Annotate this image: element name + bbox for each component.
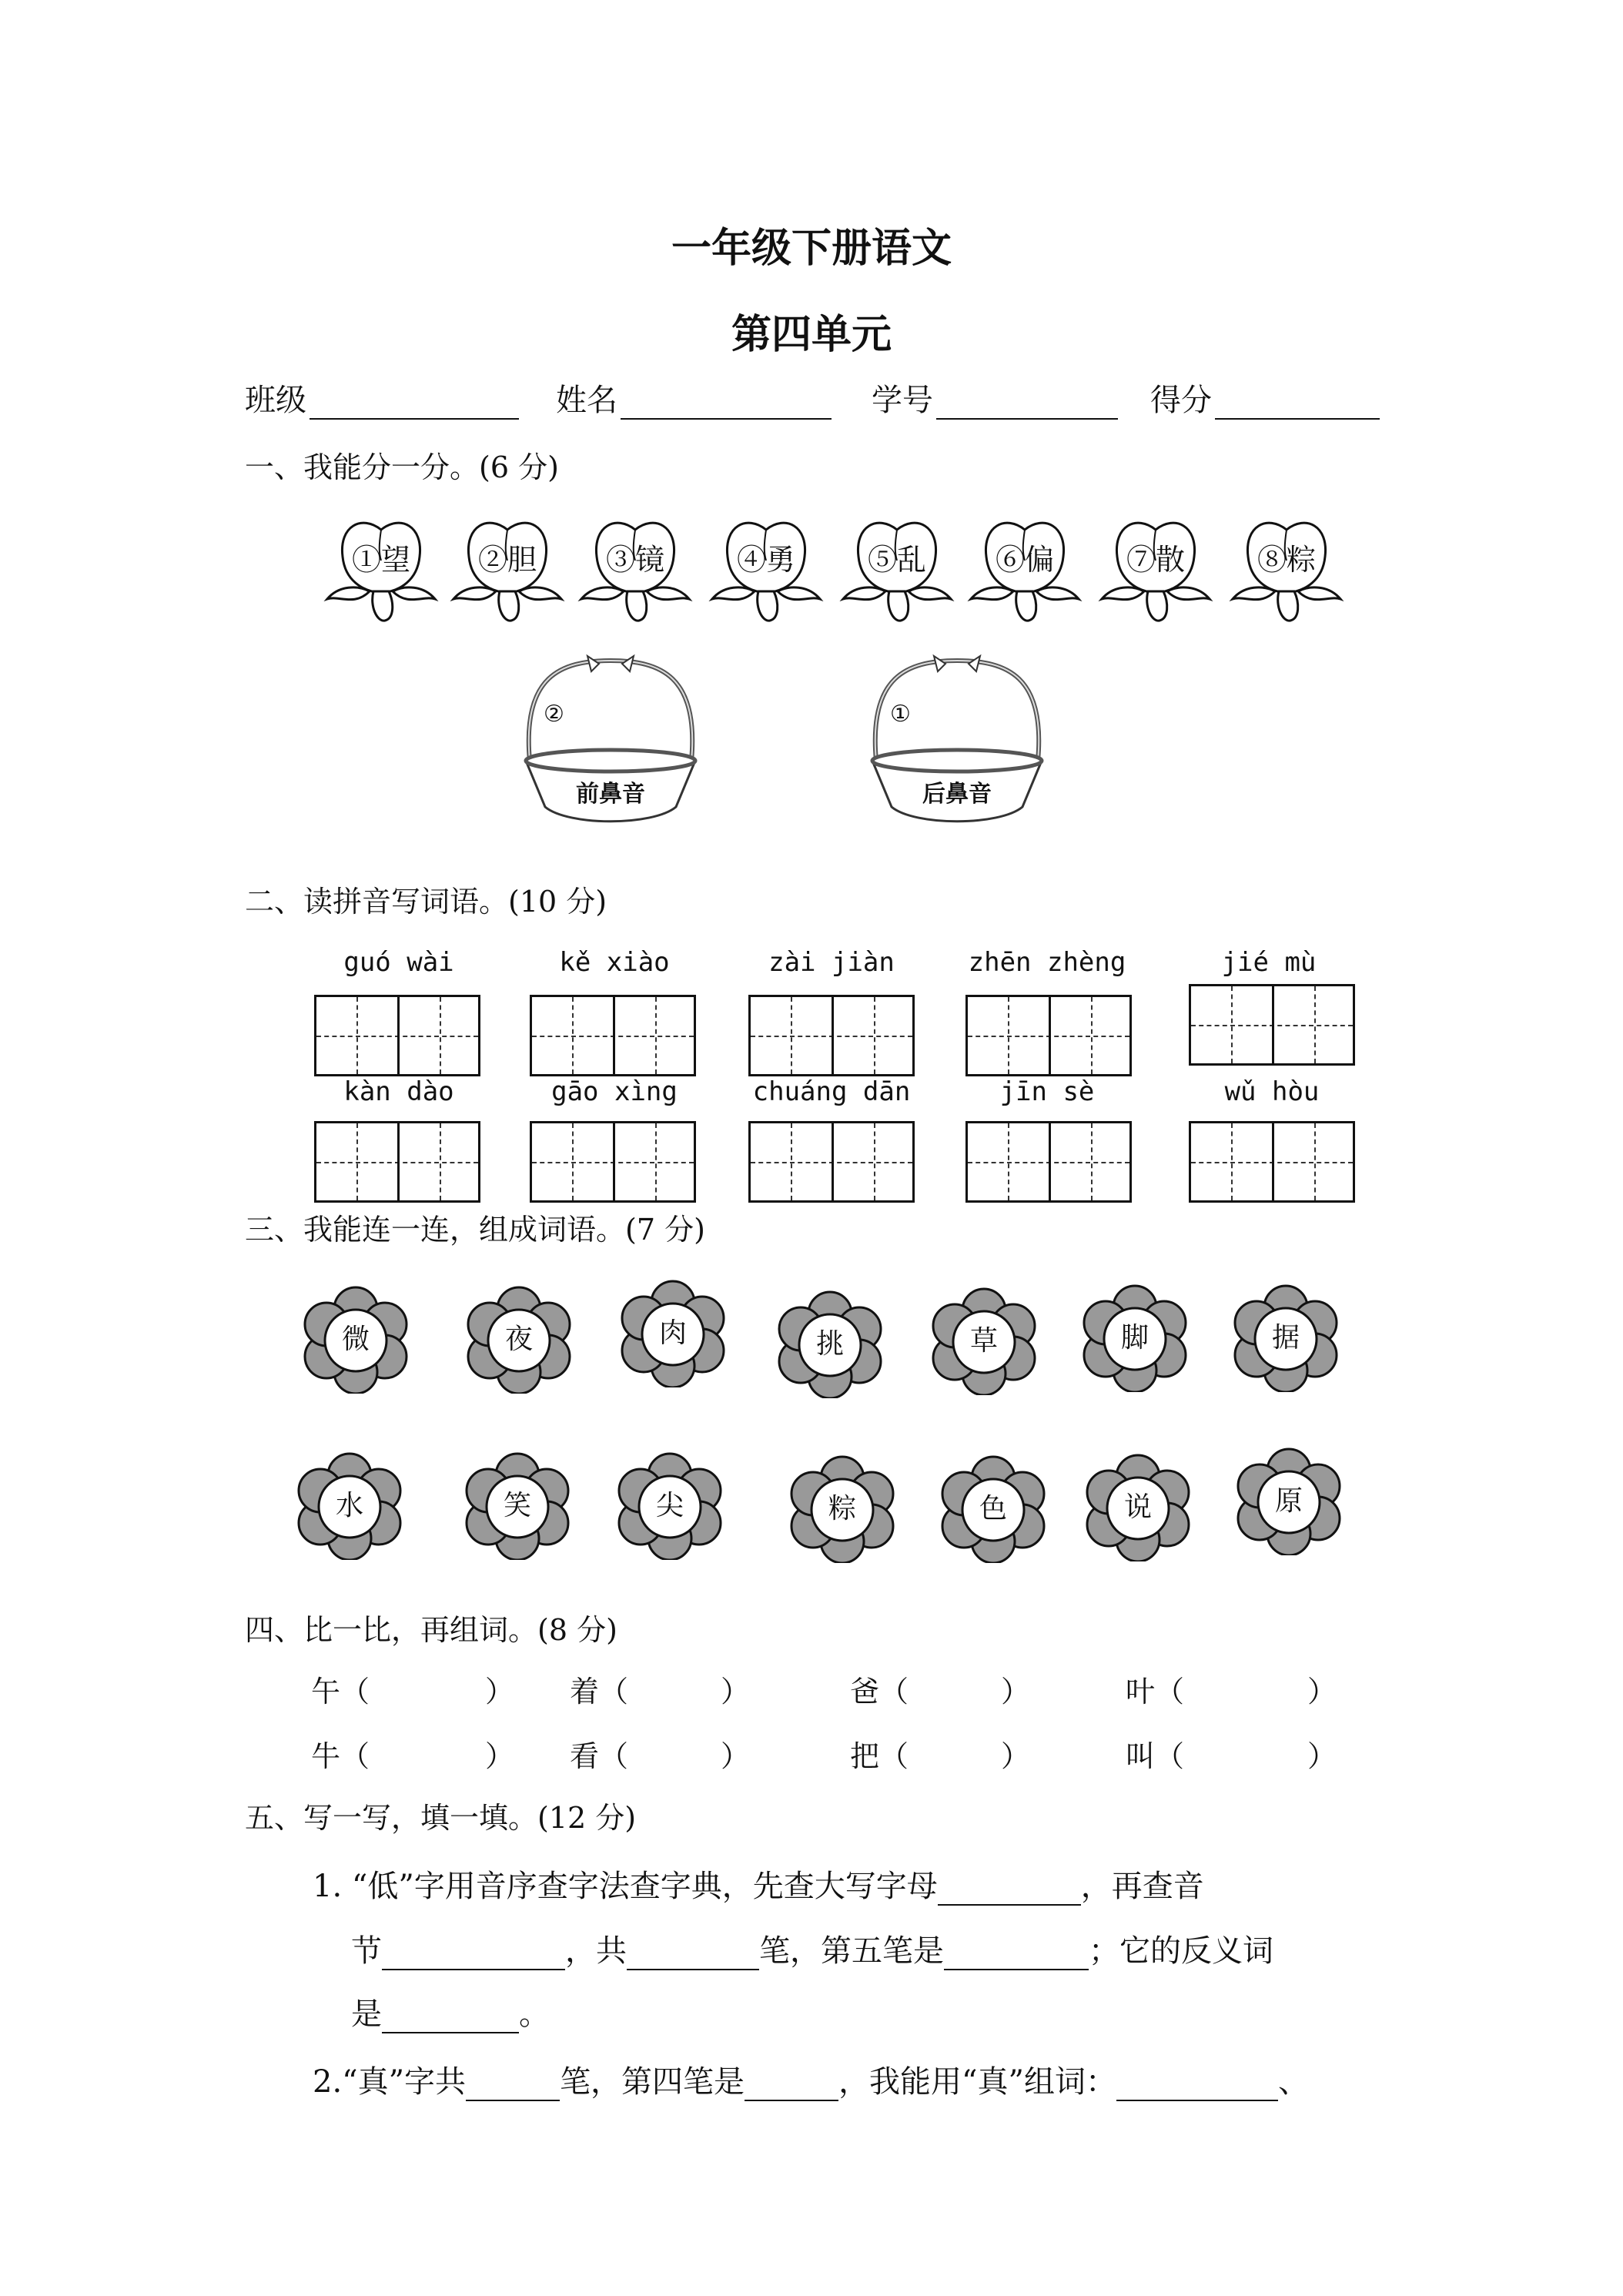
score-field xyxy=(1150,376,1380,420)
compare-close: ） xyxy=(485,1675,515,1709)
flower-label: 挑 xyxy=(815,1328,844,1360)
compare-char: 叶（ xyxy=(1126,1675,1185,1709)
flower-bottom[interactable] xyxy=(939,1455,1047,1563)
name-field xyxy=(556,376,832,420)
question-text: 、 xyxy=(1277,2064,1309,2100)
name-blank[interactable] xyxy=(621,387,832,420)
pinyin-label: kàn dào xyxy=(343,1076,454,1107)
compare-item[interactable] xyxy=(1126,1668,1337,1710)
flower-bottom[interactable] xyxy=(296,1452,403,1560)
flower-label: 粽 xyxy=(828,1493,856,1525)
compare-close: ） xyxy=(1307,1739,1337,1773)
compare-item[interactable] xyxy=(570,1732,750,1775)
peach-card[interactable] xyxy=(1098,514,1213,630)
tianzige-box[interactable] xyxy=(314,995,480,1076)
flower-label: 说 xyxy=(1123,1491,1152,1523)
peach-card[interactable] xyxy=(577,514,693,630)
answer-blank[interactable] xyxy=(466,2066,560,2101)
basket-number: ① xyxy=(890,701,911,728)
pinyin-label: zhēn zhèng xyxy=(968,947,1126,978)
answer-blank[interactable] xyxy=(382,1998,519,2033)
basket-back-nasal[interactable] xyxy=(861,653,1053,830)
peach-label: ②胆 xyxy=(477,543,537,577)
peach-label: ⑦散 xyxy=(1126,543,1185,577)
compare-char: 牛（ xyxy=(311,1739,370,1773)
peach-card[interactable] xyxy=(839,514,955,630)
compare-char: 看（ xyxy=(570,1739,629,1773)
flower-bottom[interactable] xyxy=(1235,1448,1343,1555)
compare-close: ） xyxy=(1001,1675,1031,1709)
flower-label: 脚 xyxy=(1120,1322,1149,1354)
tianzige-box[interactable] xyxy=(314,1121,480,1203)
peach-label: ④勇 xyxy=(736,543,795,577)
question-text: 笔，第四笔是 xyxy=(560,2064,745,2100)
basket-label: 后鼻音 xyxy=(922,781,992,808)
question-1-line-1 xyxy=(313,1862,1204,1906)
peach-card[interactable] xyxy=(450,514,565,630)
pinyin-label: zài jiàn xyxy=(768,947,895,978)
flower-bottom[interactable] xyxy=(1084,1454,1192,1561)
compare-item[interactable] xyxy=(1126,1732,1337,1775)
flower-top[interactable] xyxy=(465,1286,573,1394)
basket-number: ② xyxy=(544,701,564,728)
page-subtitle: 第四单元 xyxy=(731,311,892,358)
flower-top[interactable] xyxy=(930,1287,1038,1395)
flower-bottom[interactable] xyxy=(463,1452,571,1560)
question-text: 。 xyxy=(519,1996,550,2032)
tianzige-box[interactable] xyxy=(965,1121,1132,1203)
compare-char: 着（ xyxy=(570,1675,629,1709)
tianzige-box[interactable] xyxy=(1189,984,1355,1066)
answer-blank[interactable] xyxy=(938,1870,1081,1906)
pinyin-label: gāo xìng xyxy=(551,1076,678,1107)
question-text: ；它的反义词 xyxy=(1089,1933,1273,1969)
compare-close: ） xyxy=(721,1675,751,1709)
tianzige-box[interactable] xyxy=(530,995,696,1076)
section1-heading: 一、我能分一分。(6 分) xyxy=(245,450,559,484)
tianzige-box[interactable] xyxy=(530,1121,696,1203)
question-text: 节 xyxy=(351,1933,382,1969)
peach-card[interactable] xyxy=(967,514,1083,630)
score-blank[interactable] xyxy=(1215,387,1380,420)
flower-top[interactable] xyxy=(1081,1284,1189,1392)
compare-char: 爸（ xyxy=(850,1675,909,1709)
tianzige-box[interactable] xyxy=(1189,1121,1355,1203)
question-text: 笔，第五笔是 xyxy=(759,1933,944,1969)
tianzige-box[interactable] xyxy=(748,995,915,1076)
page-title: 一年级下册语文 xyxy=(671,225,952,272)
pinyin-label: jié mù xyxy=(1221,947,1317,978)
peach-card[interactable] xyxy=(1229,514,1344,630)
question-text: ，共 xyxy=(565,1933,627,1969)
flower-bottom[interactable] xyxy=(616,1452,724,1560)
compare-char: 午（ xyxy=(311,1675,370,1709)
question-text: ，我能用“真”组词： xyxy=(838,2064,1116,2100)
class-blank[interactable] xyxy=(310,387,519,420)
question-1-line-3 xyxy=(351,1990,550,2033)
peach-card[interactable] xyxy=(708,514,824,630)
pinyin-label: guó wài xyxy=(343,947,454,978)
peach-card[interactable] xyxy=(323,514,439,630)
class-label: 班级 xyxy=(245,383,306,418)
flower-bottom[interactable] xyxy=(788,1455,896,1563)
pinyin-label: wǔ hòu xyxy=(1224,1076,1320,1107)
peach-label: ⑥偏 xyxy=(995,543,1054,577)
pinyin-label: chuáng dān xyxy=(752,1076,911,1107)
compare-item[interactable] xyxy=(311,1732,514,1775)
compare-item[interactable] xyxy=(311,1668,514,1710)
answer-blank[interactable] xyxy=(944,1935,1089,1970)
compare-char: 把（ xyxy=(850,1739,909,1773)
compare-item[interactable] xyxy=(850,1732,1030,1775)
compare-close: ） xyxy=(1001,1739,1031,1773)
pinyin-label: jīn sè xyxy=(999,1076,1095,1107)
compare-close: ） xyxy=(1307,1675,1337,1709)
compare-close: ） xyxy=(721,1739,751,1773)
flower-label: 尖 xyxy=(655,1490,684,1521)
flower-label: 色 xyxy=(979,1493,1007,1525)
section5-heading: 五、写一写，填一填。(12 分) xyxy=(245,1801,637,1835)
answer-blank[interactable] xyxy=(627,1935,759,1970)
question-2-line-1 xyxy=(313,2057,1309,2101)
question-text: 1. “低”字用音序查字法查字典，先查大写字母 xyxy=(313,1869,938,1904)
section4-heading: 四、比一比，再组词。(8 分) xyxy=(245,1613,617,1647)
flower-label: 微 xyxy=(341,1324,370,1355)
class-field xyxy=(245,376,519,420)
flower-top[interactable] xyxy=(302,1286,410,1394)
flower-top[interactable] xyxy=(1232,1284,1340,1392)
question-text: 是 xyxy=(351,1996,382,2032)
flower-label: 据 xyxy=(1271,1322,1300,1354)
flower-label: 水 xyxy=(335,1490,363,1521)
flower-label: 夜 xyxy=(504,1324,533,1355)
id-blank[interactable] xyxy=(936,387,1118,420)
peach-label: ⑧粽 xyxy=(1257,543,1316,577)
peach-label: ①望 xyxy=(351,543,410,577)
flower-label: 原 xyxy=(1274,1485,1303,1517)
pinyin-label: kě xiào xyxy=(559,947,670,978)
section3-heading: 三、我能连一连，组成词语。(7 分) xyxy=(245,1213,705,1247)
basket-label: 前鼻音 xyxy=(576,781,645,808)
peach-label: ⑤乱 xyxy=(867,543,926,577)
peach-label: ③镜 xyxy=(605,543,664,577)
tianzige-box[interactable] xyxy=(965,995,1132,1076)
section2-heading: 二、读拼音写词语。(10 分) xyxy=(245,885,607,919)
answer-blank[interactable] xyxy=(1116,2066,1278,2101)
tianzige-box[interactable] xyxy=(748,1121,915,1203)
question-text: ，再查音 xyxy=(1080,1869,1204,1904)
compare-item[interactable] xyxy=(570,1668,750,1710)
basket-front-nasal[interactable] xyxy=(514,653,707,830)
compare-close: ） xyxy=(485,1739,515,1773)
answer-blank[interactable] xyxy=(382,1935,565,1970)
flower-top[interactable] xyxy=(619,1280,727,1387)
question-1-line-2 xyxy=(351,1926,1273,1970)
flower-label: 肉 xyxy=(658,1317,687,1349)
compare-item[interactable] xyxy=(850,1668,1030,1710)
name-label: 姓名 xyxy=(556,383,617,418)
answer-blank[interactable] xyxy=(745,2066,838,2101)
id-field xyxy=(872,376,1118,420)
compare-char: 叫（ xyxy=(1126,1739,1185,1773)
question-text: 2.“真”字共 xyxy=(313,2064,467,2100)
flower-label: 笑 xyxy=(503,1490,531,1521)
flower-label: 草 xyxy=(969,1325,998,1357)
id-label: 学号 xyxy=(872,383,933,418)
flower-top[interactable] xyxy=(776,1290,884,1398)
score-label: 得分 xyxy=(1150,383,1212,418)
